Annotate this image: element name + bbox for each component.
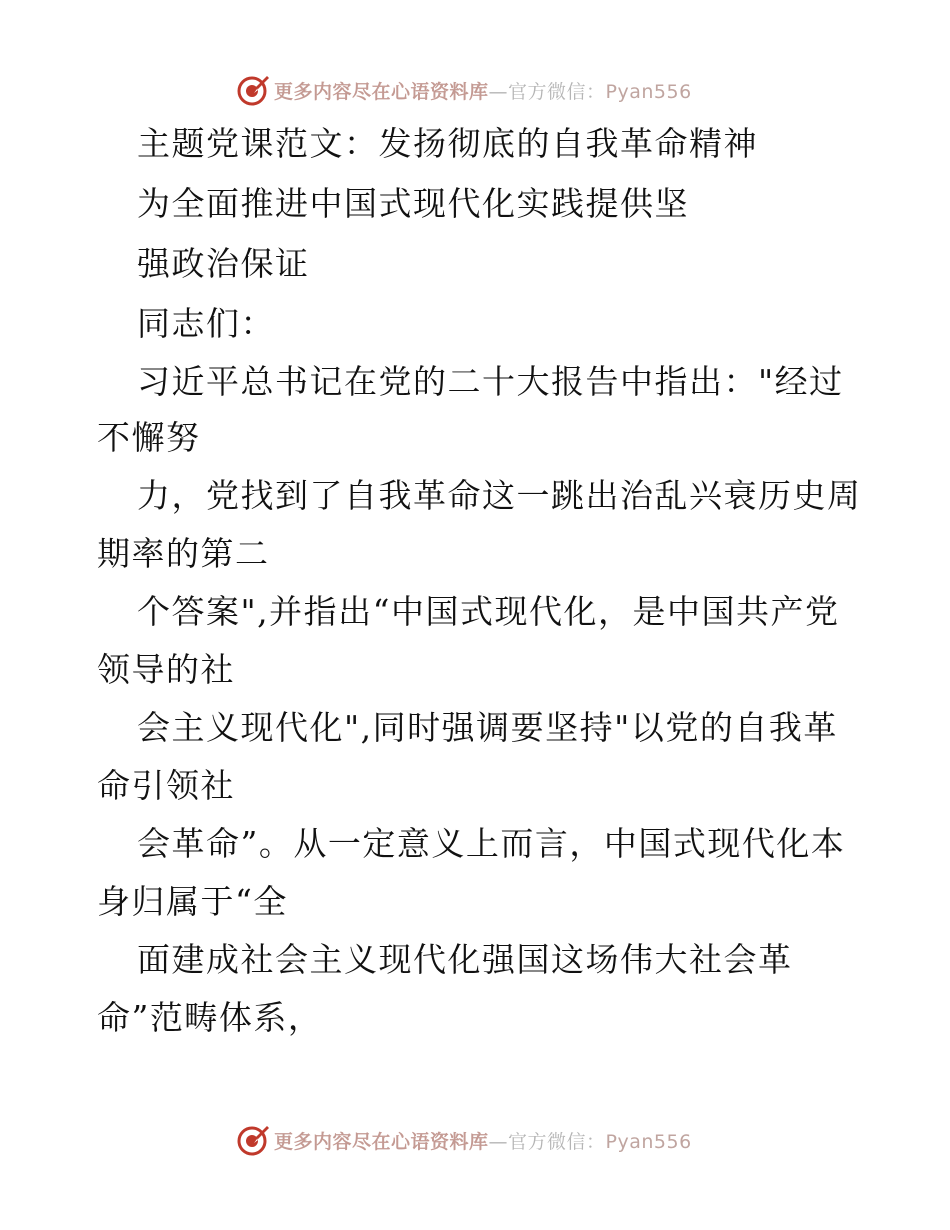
paragraph-line: 个答案",并指出“中国式现代化，是中国共产党 — [137, 592, 840, 631]
paragraph-line: 领导的社 — [97, 650, 235, 689]
banner-wechat-id: Pyan556 — [605, 80, 692, 103]
paragraph-line: 身归属于“全 — [97, 882, 288, 921]
header-banner — [236, 72, 692, 108]
document-title-line-2: 为全面推进中国式现代化实践提供坚 — [137, 184, 689, 223]
footer-banner — [236, 1122, 692, 1158]
banner-wechat-label: 官方微信： — [508, 1130, 606, 1153]
banner-dash: — — [488, 80, 509, 103]
banner-text — [274, 77, 692, 104]
document-title-line-1: 主题党课范文：发扬彻底的自我革命精神 — [137, 124, 758, 163]
paragraph-line: 力，党找到了自我革命这一跳出治乱兴衰历史周 — [137, 476, 862, 515]
banner-site-name: 更多内容尽在心语资料库 — [274, 80, 489, 103]
paragraph-line: 命引领社 — [97, 766, 235, 805]
pen-logo-icon — [236, 1123, 270, 1157]
paragraph-line: 习近平总书记在党的二十大报告中指出："经过 — [137, 362, 844, 401]
banner-wechat-label: 官方微信： — [508, 80, 606, 103]
pen-logo-icon — [236, 73, 270, 107]
paragraph-line: 面建成社会主义现代化强国这场伟大社会革 — [137, 940, 793, 979]
document-title-line-3: 强政治保证 — [137, 244, 310, 283]
paragraph-line: 会革命”。从一定意义上而言，中国式现代化本 — [137, 824, 846, 863]
banner-wechat-id: Pyan556 — [605, 1130, 692, 1153]
paragraph-line: 命”范畴体系， — [97, 998, 323, 1037]
banner-text — [274, 1127, 692, 1154]
banner-site-name: 更多内容尽在心语资料库 — [274, 1130, 489, 1153]
paragraph-line: 不懈努 — [97, 418, 201, 457]
paragraph-line: 会主义现代化",同时强调要坚持"以党的自我革 — [137, 708, 838, 747]
banner-dash: — — [488, 1130, 509, 1153]
salutation: 同志们： — [137, 304, 275, 343]
paragraph-line: 期率的第二 — [97, 534, 270, 573]
